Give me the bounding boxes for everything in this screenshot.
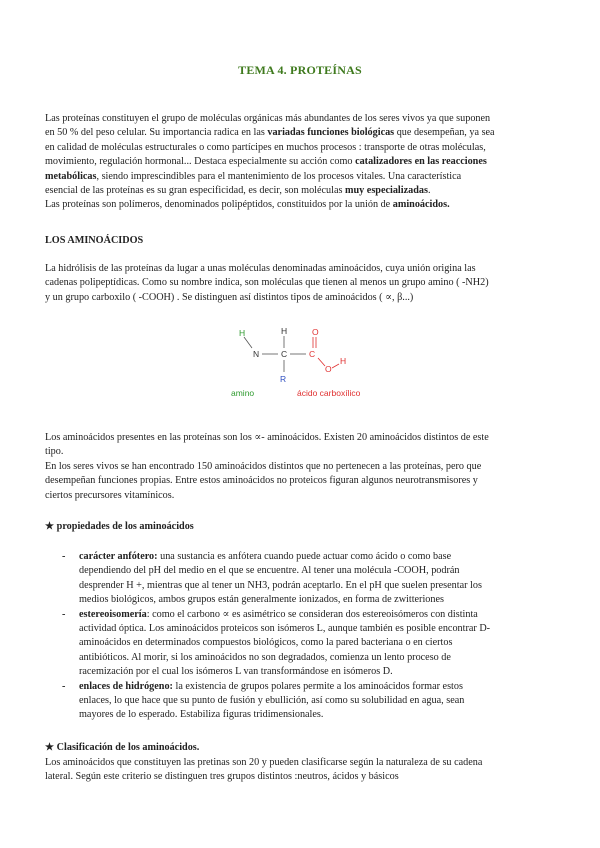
- list-line: aminoácidos en determinados compuestos biológicos, como la pared bacteriana o en ciertos: [79, 637, 453, 649]
- bold-term: muy especializadas: [345, 185, 428, 197]
- list-line: medios biológicos, ambos grupos están generalmente ionizados, en forma de zwitteriones: [79, 594, 444, 606]
- bold-term: catalizadores en las reacciones: [355, 156, 487, 168]
- aminoacids-paragraph: [45, 262, 560, 305]
- list-line: actividad óptica. Los aminoácidos proteicos son isómeros L, aunque también es posible encontrar D-: [79, 623, 491, 635]
- list-item-stereoisomerism: [62, 608, 560, 680]
- alpha-line: tipo.: [45, 446, 64, 458]
- bold-term: enlaces de hidrógeno:: [79, 680, 173, 692]
- bold-term: estereoisomería: [79, 608, 147, 620]
- list-dash: -: [62, 551, 66, 562]
- amino-acid-structure-diagram: [225, 322, 385, 404]
- alpha-carbon-atom: C: [281, 349, 288, 359]
- carboxyl-carbon-atom: C: [309, 349, 316, 359]
- intro-line: en 50 % del peso celular. Su importancia radica en las variadas funciones biológicas que desempeñan, ya sea: [45, 127, 495, 139]
- alpha-line: Los aminoácidos presentes en las proteínas son los ∝- aminoácidos. Existen 20 aminoácidos distintos de este: [45, 432, 489, 443]
- classification-heading: ★ Clasificación de los aminoácidos.: [45, 742, 200, 753]
- oxygen-atom: O: [325, 364, 332, 374]
- list-item-amphoteric: [62, 550, 560, 608]
- bold-term: carácter anfótero:: [79, 551, 158, 562]
- classification-line: lateral. Según este criterio se distinguen tres grupos distintos :neutros, ácidos y básicos: [45, 771, 399, 783]
- hydrogen-atom: H: [239, 328, 246, 338]
- classification-paragraph: [45, 756, 560, 785]
- section-heading-aminoacids: LOS AMINOÁCIDOS: [45, 235, 144, 246]
- carboxyl-group-label: ácido carboxílico: [297, 388, 361, 398]
- list-line: desprender H +, mientras que al tener un NH3, podrán aceptarlo. En el pH que suelen presentar los: [79, 579, 482, 591]
- list-line: dependiendo del pH del medio en el que se encuentre. Al tener una molécula -COOH, podrán: [79, 565, 460, 577]
- alpha-line: En los seres vivos se han encontrado 150 aminoácidos distintos que no pertenecen a las proteínas, pero que: [45, 460, 482, 472]
- r-group: R: [280, 374, 287, 384]
- alpha-line: ciertos precursores vitamínicos.: [45, 489, 175, 501]
- hydrogen-atom: H: [340, 356, 347, 366]
- bold-term: metabólicas: [45, 170, 97, 182]
- list-line: enlaces de hidrógeno: la existencia de grupos polares permite a los aminoácidos formar estos: [79, 680, 463, 692]
- aminoacids-line: La hidrólisis de las proteínas da lugar a unas moléculas denominadas aminoácidos, cuya unión origina las: [45, 263, 476, 274]
- list-line: mayores de lo esperado. Estabiliza figuras tridimensionales.: [79, 709, 324, 721]
- list-line: racemización por el cual los isómeros L van transformándose en isómeros D.: [79, 666, 393, 678]
- list-dash: -: [62, 608, 66, 620]
- properties-heading: ★ propiedades de los aminoácidos: [45, 521, 194, 532]
- list-item-hydrogen-bonds: [62, 680, 560, 723]
- aminoacids-line: y un grupo carboxilo ( -COOH) . Se distinguen así distintos tipos de aminoácidos ( ∝, β...): [45, 291, 414, 303]
- list-dash: -: [62, 680, 66, 692]
- alpha-line: desempeñan funciones propias. Entre estos aminoácidos no proteicos figuran algunos neurotransmisores y: [45, 475, 478, 487]
- oxygen-atom: O: [312, 327, 319, 337]
- intro-line: movimiento, regulación hormonal... Destaca especialmente su acción como catalizadores en las reacciones: [45, 156, 487, 168]
- classification-line: Los aminoácidos que constituyen las pretinas son 20 y pueden clasificarse según la naturaleza de su cadena: [45, 757, 483, 768]
- hydrogen-atom: H: [281, 326, 288, 336]
- bold-term: variadas funciones biológicas: [267, 127, 395, 139]
- nitrogen-atom: N: [253, 349, 260, 359]
- intro-paragraph: [45, 112, 560, 213]
- intro-line: esencial de las proteínas es su gran especificidad, es decir, son moléculas muy especializadas.: [45, 185, 431, 197]
- list-line: carácter anfótero: una sustancia es anfótera cuando puede actuar como ácido o como base: [79, 551, 452, 562]
- intro-line: Las proteínas son polímeros, denominados polipéptidos, constituidos por la unión de aminoácidos.: [45, 199, 450, 211]
- intro-line: metabólicas, siendo imprescindibles para el mantenimiento de los procesos vitales. Una característica: [45, 170, 462, 182]
- intro-line: Las proteínas constituyen el grupo de moléculas orgánicas más abundantes de los seres vivos ya que suponen: [45, 113, 491, 124]
- intro-line: en calidad de moléculas estructurales o como partícipes en muchos procesos : transporte de otras moléculas,: [45, 141, 486, 153]
- properties-list: [62, 550, 560, 723]
- amino-group-label: amino: [231, 388, 255, 398]
- page-title: TEMA 4. PROTEÍNAS: [238, 63, 362, 77]
- alpha-aminoacids-paragraph: [45, 431, 560, 503]
- aminoacids-line: cadenas polipeptídicas. Como su nombre indica, son moléculas que tienen al menos un grupo amino ( -NH2): [45, 277, 489, 289]
- bold-term: aminoácidos.: [392, 199, 450, 211]
- list-line: antibióticos. Al morir, si los aminoácidos no son degradados, comienza un lento proceso de: [79, 651, 451, 663]
- list-line: estereoisomería: como el carbono ∝ es asimétrico se consideran dos estereoisómeros con distinta: [79, 608, 478, 620]
- list-line: enlaces, lo que hace que su punto de fusión y ebullición, así como su solubilidad en agua, sean: [79, 695, 465, 707]
